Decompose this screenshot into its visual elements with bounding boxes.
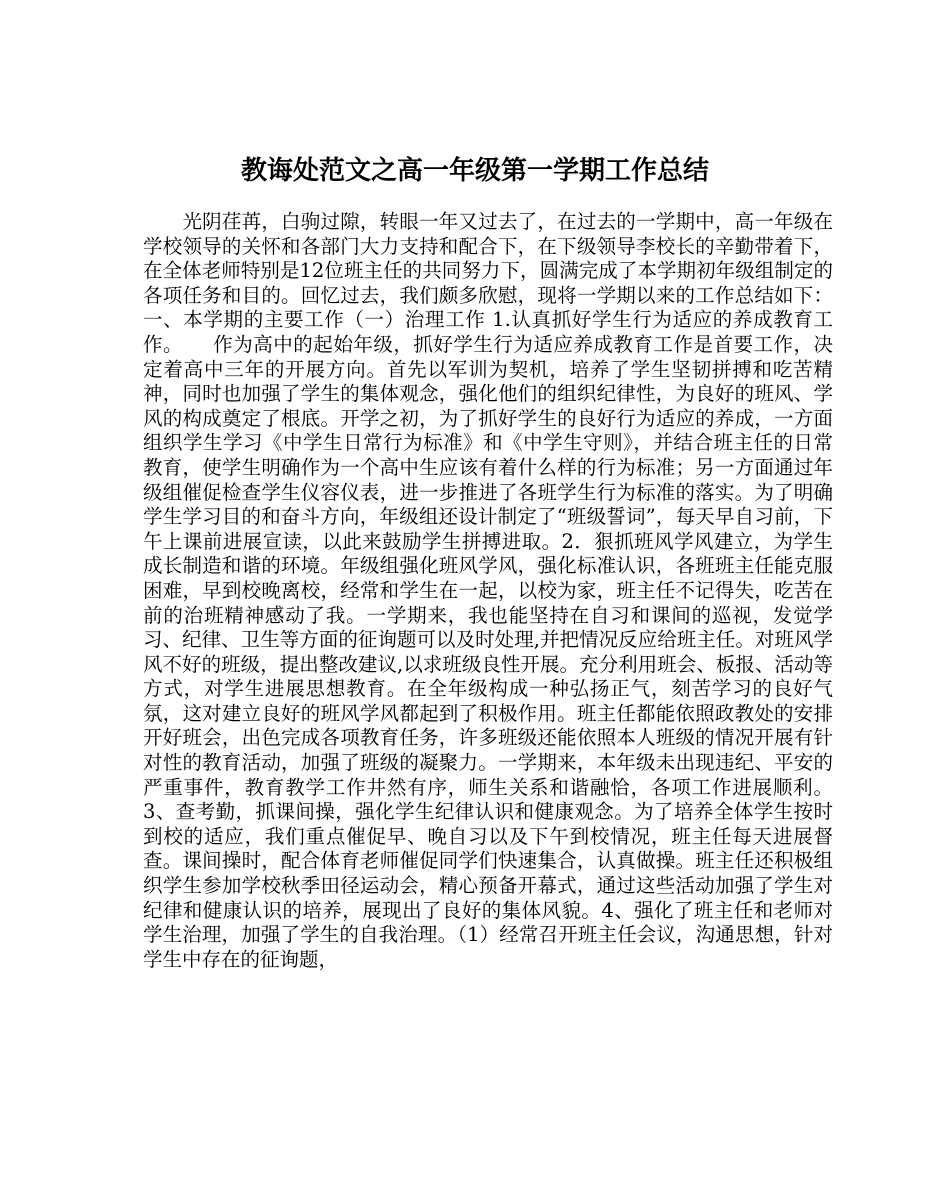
document-title: 教诲处范文之高一年级第一学期工作总结 (240, 156, 709, 187)
body-paragraph: 光阴荏苒，白驹过隙，转眼一年又过去了，在过去的一学期中，高一年级在学校领导的关怀和各部门大力支持和配合下，在下级领导李校长的辛勤带着下，在全体老师特别是12位班主任的共同努力下，圆满完成了本学期初年级组制定的各项任务和目的。回忆过去，我们颇多欣慰，现将一学期以来的工作总结如下：一、本学期的主要工作（一）治理工作 1.认真抓好学生行为适应的养成教育工作。 作为高中的起始年级，抓好学生行为适应养成教育工作是首要工作，决定着高中三年的开展方向。首先以军训为契机，培养了学生坚韧拼搏和吃苦精神，同时也加强了学生的集体观念，强化他们的组织纪律性，为良好的班风、学风的构成奠定了根底。开学之初，为了抓好学生的良好行为适应的养成，一方面组织学生学习《中学生日常行为标准》和《中学生守则》，并结合班主任的日常教育，使学生明确作为一个高中生应该有着什么样的行为标准；另一方面通过年级组催促检查学生仪容仪表，进一步推进了各班学生行为标准的落实。为了明确学生学习目的和奋斗方向，年级组还设计制定了“班级誓词”，每天早自习前，下午上课前进展宣读，以此来鼓励学生拼搏进取。2．狠抓班风学风建立，为学生成长制造和谐的环境。年级组强化班风学风，强化标准认识，各班班主任能克服困难，早到校晚离校，经常和学生在一起，以校为家，班主任不记得失，吃苦在前的治班精神感动了我。一学期来，我也能坚持在自习和课间的巡视，发觉学习、纪律、卫生等方面的征询题可以及时处理,并把情况反应给班主任。对班风学风不好的班级，提出整改建议,以求班级良性开展。充分利用班会、板报、活动等方式，对学生进展思想教育。在全年级构成一种弘扬正气，刻苦学习的良好气氛，这对建立良好的班风学风都起到了积极作用。班主任都能依照政教处的安排开好班会，出色完成各项教育任务，许多班级还能依照本人班级的情况开展有针对性的教育活动，加强了班级的凝聚力。一学期来，本年级未出现违纪、平安的严重事件，教育教学工作井然有序，师生关系和谐融恰，各项工作进展顺利。3、查考勤，抓课间操，强化学生纪律认识和健康观念。为了培养全体学生按时到校的适应，我们重点催促早、晚自习以及下午到校情况，班主任每天进展督查。课间操时，配合体育老师催促同学们快速集合，认真做操。班主任还积极组织学生参加学校秋季田径运动会，精心预备开幕式，通过这些活动加强了学生对纪律和健康认识的培养，展现出了良好的集体风貌。4、强化了班主任和老师对学生治理，加强了学生的自我治理。（1）经常召开班主任会议，沟通思想，针对学生中存在的征询题， (143, 210, 833, 971)
document-body (143, 210, 833, 972)
